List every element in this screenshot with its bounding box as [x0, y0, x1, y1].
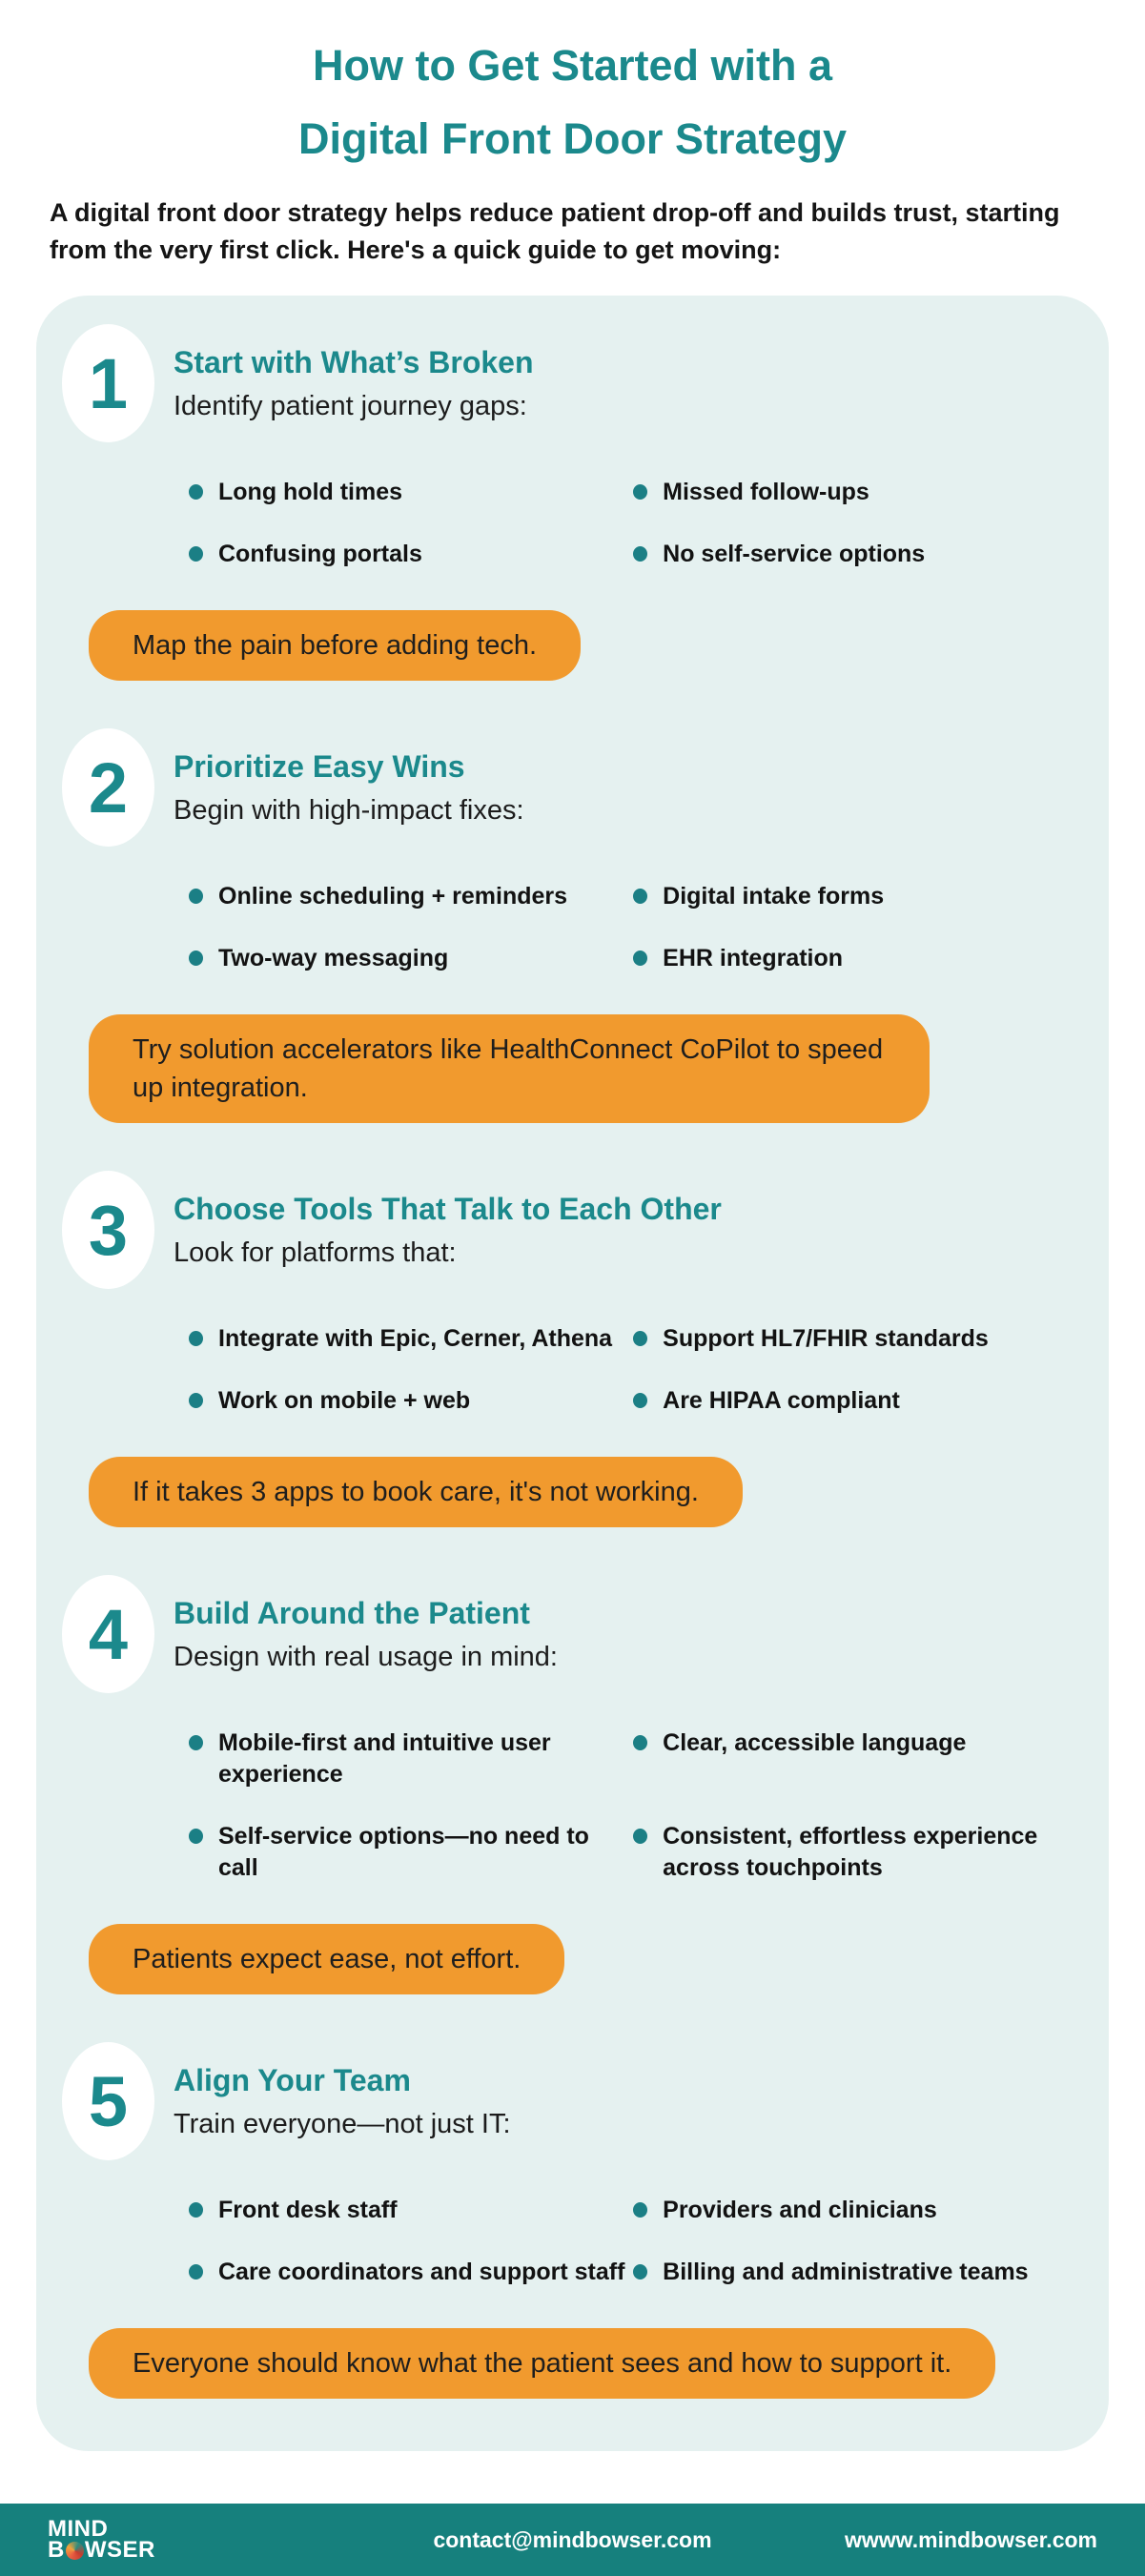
bullet-label: Digital intake forms — [663, 883, 885, 910]
bullet-dot-icon — [633, 2264, 647, 2280]
bullet-label: Front desk staff — [218, 2197, 398, 2223]
page-title-line1: How to Get Started with a — [312, 41, 833, 90]
bullet-item — [189, 539, 625, 570]
bullet-dot-icon — [633, 1331, 647, 1346]
bullet-dot-icon — [633, 889, 647, 904]
footer-bar — [0, 2504, 1145, 2576]
bullet-label: EHR integration — [663, 945, 844, 971]
footer-email-link[interactable]: contact@mindbowser.com — [433, 2526, 712, 2552]
step-4-bullet-list — [189, 1728, 1080, 1884]
bullet-item — [189, 477, 625, 508]
step-2-subtitle: Begin with high-impact fixes: — [174, 795, 524, 826]
page-title — [0, 0, 1145, 175]
bullet-label: Integrate with Epic, Cerner, Athena — [218, 1325, 613, 1352]
step-3-number-badge: 3 — [62, 1171, 154, 1289]
bullet-dot-icon — [633, 1735, 647, 1750]
step-2-callout: Try solution accelerators like HealthConnect CoPilot to speed up integration. — [89, 1014, 930, 1123]
bullet-label: Confusing portals — [218, 541, 422, 567]
bullet-label: Work on mobile + web — [218, 1387, 471, 1414]
bullet-item — [189, 2257, 625, 2288]
step-4-subtitle: Design with real usage in mind: — [174, 1642, 558, 1672]
bullet-label: Consistent, effortless experience across touchpoints — [663, 1823, 1038, 1881]
bullet-label: Clear, accessible language — [663, 1729, 967, 1756]
bullet-dot-icon — [633, 1393, 647, 1408]
logo-line2-prefix: B — [48, 2537, 65, 2563]
step-5-callout: Everyone should know what the patient sees and how to support it. — [89, 2328, 995, 2399]
bullet-item — [633, 539, 1088, 570]
bullet-item — [633, 1323, 1088, 1355]
step-2-title: Prioritize Easy Wins — [174, 749, 465, 784]
bullet-item — [189, 881, 625, 912]
bullet-dot-icon — [633, 1829, 647, 1844]
bullet-label: Two-way messaging — [218, 945, 449, 971]
step-3-callout: If it takes 3 apps to book care, it's not working. — [89, 1457, 743, 1527]
bullet-label: Long hold times — [218, 479, 403, 505]
bullet-item — [633, 2195, 1088, 2226]
step-5-section — [36, 2042, 1109, 2399]
mindbowser-logo — [48, 2516, 398, 2563]
bullet-label: Are HIPAA compliant — [663, 1387, 900, 1414]
bullet-label: Mobile-first and intuitive user experience — [218, 1729, 551, 1788]
bullet-dot-icon — [189, 889, 203, 904]
step-4-callout: Patients expect ease, not effort. — [89, 1924, 564, 1994]
step-1-title: Start with What’s Broken — [174, 345, 534, 379]
step-4-section — [36, 1575, 1109, 1994]
logo-line1: MIND — [48, 2516, 109, 2542]
bullet-dot-icon — [633, 546, 647, 562]
bullet-dot-icon — [189, 951, 203, 966]
bullet-item — [633, 943, 1088, 974]
bullet-item — [189, 1323, 625, 1355]
bullet-item — [189, 943, 625, 974]
swirl-o-icon — [66, 2542, 84, 2560]
bullet-dot-icon — [633, 484, 647, 500]
bullet-item — [633, 477, 1088, 508]
bullet-label: Missed follow-ups — [663, 479, 869, 505]
step-5-bullet-list — [189, 2195, 1080, 2288]
step-2-bullet-list — [189, 881, 1080, 974]
bullet-item — [633, 1728, 1088, 1790]
bullet-dot-icon — [189, 1829, 203, 1844]
bullet-dot-icon — [189, 2202, 203, 2218]
bullet-item — [189, 1728, 625, 1790]
bullet-item — [633, 881, 1088, 912]
step-5-title: Align Your Team — [174, 2063, 411, 2097]
bullet-dot-icon — [189, 1393, 203, 1408]
intro-text: A digital front door strategy helps reduce patient drop-off and builds trust, starting from the very first click. Here's a quick guide to get moving: — [50, 198, 1060, 264]
step-1-number-badge: 1 — [62, 324, 154, 442]
bullet-label: Billing and administrative teams — [663, 2259, 1029, 2285]
bullet-label: Care coordinators and support staff — [218, 2259, 625, 2285]
bullet-label: No self-service options — [663, 541, 926, 567]
step-1-subtitle: Identify patient journey gaps: — [174, 391, 527, 421]
steps-panel — [36, 296, 1109, 2451]
bullet-label: Online scheduling + reminders — [218, 883, 568, 910]
bullet-label: Support HL7/FHIR standards — [663, 1325, 989, 1352]
bullet-dot-icon — [189, 484, 203, 500]
bullet-dot-icon — [189, 2264, 203, 2280]
step-3-bullet-list — [189, 1323, 1080, 1417]
logo-line2-suffix: WSER — [84, 2537, 155, 2563]
page-title-line2: Digital Front Door Strategy — [297, 114, 848, 163]
step-3-title: Choose Tools That Talk to Each Other — [174, 1192, 722, 1226]
step-1-callout: Map the pain before adding tech. — [89, 610, 581, 681]
bullet-item — [633, 2257, 1088, 2288]
bullet-item — [189, 2195, 625, 2226]
step-1-section — [36, 324, 1109, 681]
step-3-section — [36, 1171, 1109, 1527]
bullet-item — [189, 1821, 625, 1884]
step-1-bullet-list — [189, 477, 1080, 570]
bullet-dot-icon — [189, 1331, 203, 1346]
step-4-number-badge: 4 — [62, 1575, 154, 1693]
bullet-dot-icon — [633, 951, 647, 966]
step-5-subtitle: Train everyone—not just IT: — [174, 2109, 511, 2139]
footer-website-link[interactable]: wwww.mindbowser.com — [845, 2526, 1097, 2552]
bullet-dot-icon — [189, 546, 203, 562]
step-2-section — [36, 728, 1109, 1123]
step-5-number-badge: 5 — [62, 2042, 154, 2160]
bullet-item — [633, 1821, 1088, 1884]
bullet-dot-icon — [633, 2202, 647, 2218]
step-3-subtitle: Look for platforms that: — [174, 1237, 457, 1268]
bullet-label: Providers and clinicians — [663, 2197, 937, 2223]
step-4-title: Build Around the Patient — [174, 1596, 530, 1630]
bullet-dot-icon — [189, 1735, 203, 1750]
bullet-item — [633, 1385, 1088, 1417]
bullet-item — [189, 1385, 625, 1417]
step-2-number-badge: 2 — [62, 728, 154, 847]
bullet-label: Self-service options—no need to call — [218, 1823, 589, 1881]
